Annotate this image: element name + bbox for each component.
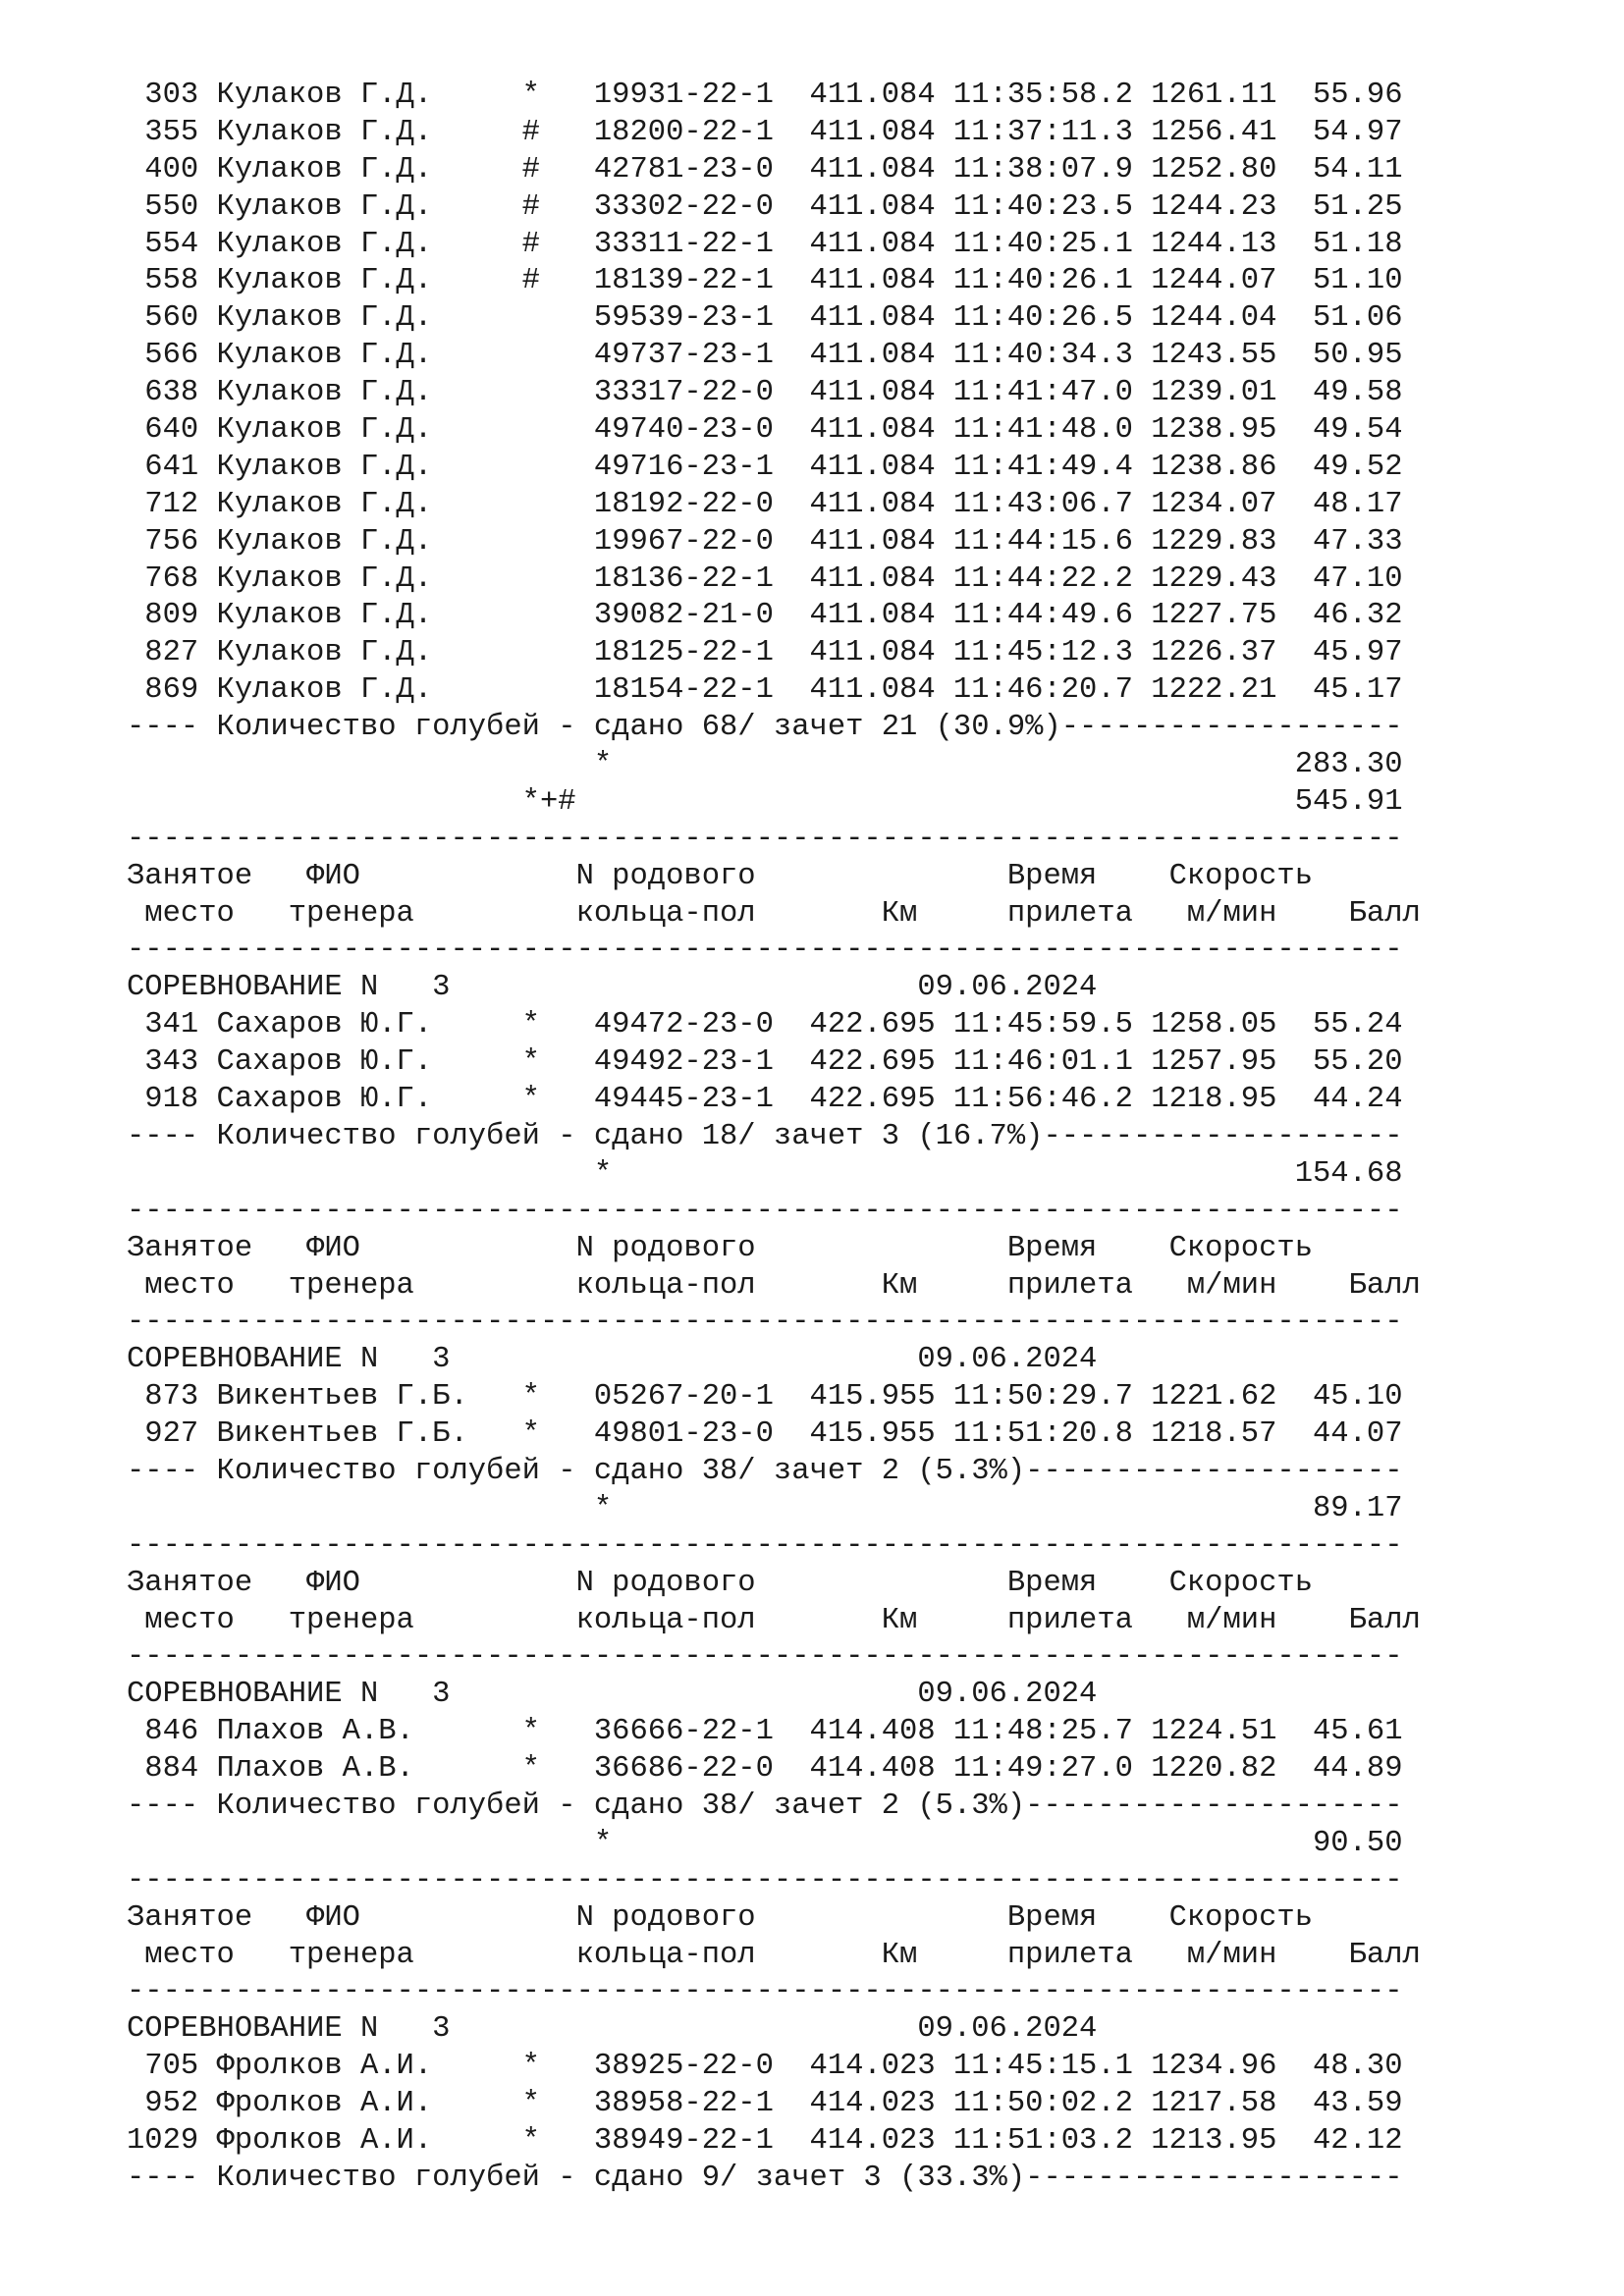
divider: -----------------------------------------------------------------------: [127, 1975, 1403, 2009]
total-line: * 89.17: [127, 1491, 1403, 1525]
table-row: 869 Кулаков Г.Д. 18154-22-1 411.084 11:46:20.7 1222.21 45.17: [127, 673, 1403, 708]
table-row: 756 Кулаков Г.Д. 19967-22-0 411.084 11:44:15.6 1229.83 47.33: [127, 524, 1403, 559]
table-row: 550 Кулаков Г.Д. # 33302-22-0 411.084 11:40:23.5 1244.23 51.25: [127, 189, 1403, 224]
competition-heading: СОРЕВНОВАНИЕ N 3 09.06.2024: [127, 1343, 1098, 1377]
table-row: 303 Кулаков Г.Д. * 19931-22-1 411.084 11:35:58.2 1261.11 55.96: [127, 79, 1403, 112]
table-row: 827 Кулаков Г.Д. 18125-22-1 411.084 11:45:12.3 1226.37 45.97: [127, 636, 1403, 670]
divider: -----------------------------------------------------------------------: [127, 1640, 1403, 1675]
table-row: 712 Кулаков Г.Д. 18192-22-0 411.084 11:43:06.7 1234.07 48.17: [127, 487, 1403, 521]
table-row: 400 Кулаков Г.Д. # 42781-23-0 411.084 11:38:07.9 1252.80 54.11: [127, 152, 1403, 187]
column-header: Занятое ФИО N родового Время Скорость: [127, 1231, 1313, 1265]
column-header: место тренера кольца-пол Км прилета м/мин Балл: [127, 1268, 1421, 1303]
summary-line: ---- Количество голубей - сдано 68/ зачет 21 (30.9%)-------------------: [127, 711, 1403, 745]
column-header: место тренера кольца-пол Км прилета м/мин Балл: [127, 1603, 1421, 1637]
competition-heading: СОРЕВНОВАНИЕ N 3 09.06.2024: [127, 1678, 1098, 1712]
divider: -----------------------------------------------------------------------: [127, 1306, 1403, 1340]
table-row: 952 Фролков А.И. * 38958-22-1 414.023 11:50:02.2 1217.58 43.59: [127, 2087, 1403, 2121]
table-row: 341 Сахаров Ю.Г. * 49472-23-0 422.695 11:45:59.5 1258.05 55.24: [127, 1008, 1403, 1042]
column-header: место тренера кольца-пол Км прилета м/мин Балл: [127, 896, 1421, 931]
summary-line: ---- Количество голубей - сдано 38/ зачет 2 (5.3%)---------------------: [127, 1454, 1403, 1488]
table-row: 355 Кулаков Г.Д. # 18200-22-1 411.084 11:37:11.3 1256.41 54.97: [127, 115, 1403, 149]
table-row: 873 Викентьев Г.Б. * 05267-20-1 415.955 11:50:29.7 1221.62 45.10: [127, 1380, 1403, 1415]
column-header: Занятое ФИО N родового Время Скорость: [127, 1566, 1313, 1600]
total-line: * 90.50: [127, 1826, 1403, 1860]
results-printout: [127, 78, 1421, 2198]
competition-heading: СОРЕВНОВАНИЕ N 3 09.06.2024: [127, 2012, 1098, 2047]
total-line: * 154.68: [127, 1156, 1403, 1191]
table-row: 768 Кулаков Г.Д. 18136-22-1 411.084 11:44:22.2 1229.43 47.10: [127, 561, 1403, 596]
table-row: 558 Кулаков Г.Д. # 18139-22-1 411.084 11:40:26.1 1244.07 51.10: [127, 264, 1403, 298]
table-row: 1029 Фролков А.И. * 38949-22-1 414.023 11:51:03.2 1213.95 42.12: [127, 2123, 1403, 2158]
summary-line: ---- Количество голубей - сдано 38/ зачет 2 (5.3%)---------------------: [127, 1789, 1403, 1823]
divider: -----------------------------------------------------------------------: [127, 1528, 1403, 1563]
summary-line: ---- Количество голубей - сдано 18/ зачет 3 (16.7%)--------------------: [127, 1119, 1403, 1153]
table-row: 638 Кулаков Г.Д. 33317-22-0 411.084 11:41:47.0 1239.01 49.58: [127, 376, 1403, 410]
table-row: 809 Кулаков Г.Д. 39082-21-0 411.084 11:44:49.6 1227.75 46.32: [127, 599, 1403, 633]
divider: -----------------------------------------------------------------------: [127, 1194, 1403, 1228]
column-header: Занятое ФИО N родового Время Скорость: [127, 1900, 1313, 1935]
table-row: 705 Фролков А.И. * 38925-22-0 414.023 11:45:15.1 1234.96 48.30: [127, 2050, 1403, 2084]
total-line: * 283.30: [127, 748, 1403, 782]
column-header: место тренера кольца-пол Км прилета м/мин Балл: [127, 1938, 1421, 1972]
divider: -----------------------------------------------------------------------: [127, 1863, 1403, 1897]
table-row: 560 Кулаков Г.Д. 59539-23-1 411.084 11:40:26.5 1244.04 51.06: [127, 301, 1403, 336]
table-row: 566 Кулаков Г.Д. 49737-23-1 411.084 11:40:34.3 1243.55 50.95: [127, 339, 1403, 373]
table-row: 884 Плахов А.В. * 36686-22-0 414.408 11:49:27.0 1220.82 44.89: [127, 1752, 1403, 1787]
divider: -----------------------------------------------------------------------: [127, 822, 1403, 856]
column-header: Занятое ФИО N родового Время Скорость: [127, 859, 1313, 893]
table-row: 641 Кулаков Г.Д. 49716-23-1 411.084 11:41:49.4 1238.86 49.52: [127, 450, 1403, 484]
table-row: 640 Кулаков Г.Д. 49740-23-0 411.084 11:41:48.0 1238.95 49.54: [127, 413, 1403, 448]
summary-line: ---- Количество голубей - сдано 9/ зачет 3 (33.3%)---------------------: [127, 2161, 1403, 2195]
table-row: 343 Сахаров Ю.Г. * 49492-23-1 422.695 11:46:01.1 1257.95 55.20: [127, 1045, 1403, 1080]
table-row: 846 Плахов А.В. * 36666-22-1 414.408 11:48:25.7 1224.51 45.61: [127, 1715, 1403, 1749]
competition-heading: СОРЕВНОВАНИЕ N 3 09.06.2024: [127, 971, 1098, 1005]
table-row: 927 Викентьев Г.Б. * 49801-23-0 415.955 11:51:20.8 1218.57 44.07: [127, 1417, 1403, 1452]
table-row: 918 Сахаров Ю.Г. * 49445-23-1 422.695 11:56:46.2 1218.95 44.24: [127, 1083, 1403, 1117]
table-row: 554 Кулаков Г.Д. # 33311-22-1 411.084 11:40:25.1 1244.13 51.18: [127, 227, 1403, 261]
divider: -----------------------------------------------------------------------: [127, 934, 1403, 968]
total-line: *+# 545.91: [127, 784, 1403, 819]
